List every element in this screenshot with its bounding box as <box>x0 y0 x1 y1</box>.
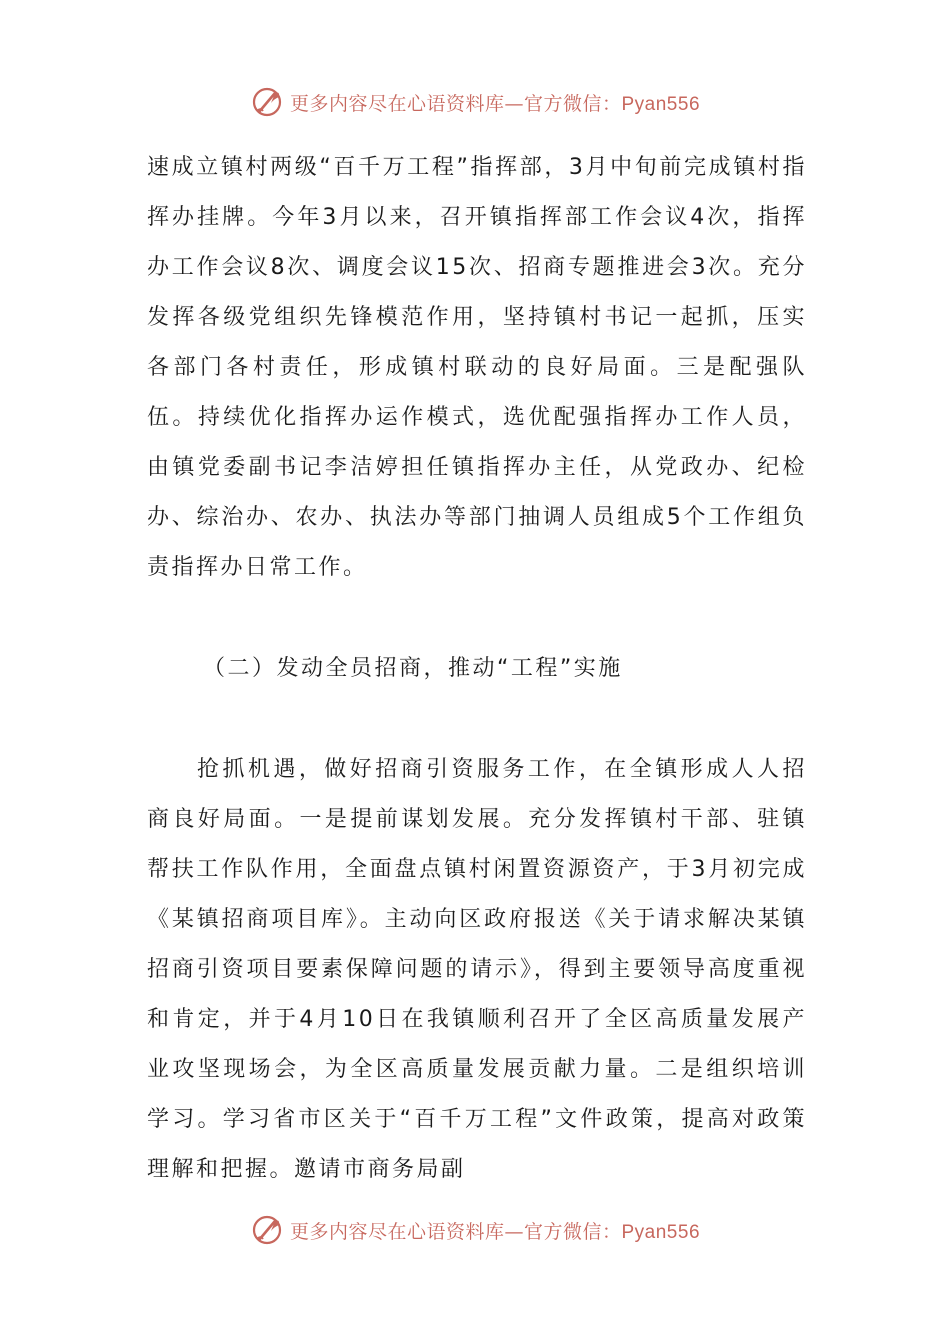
quill-pen-seal-icon <box>250 1213 284 1247</box>
watermark-text: 更多内容尽在心语资料库—官方微信：Pyan556 <box>289 92 701 115</box>
section-heading: （二）发动全员招商，推动“工程”实施 <box>203 656 623 681</box>
header-watermark <box>0 82 950 122</box>
quill-pen-seal-icon <box>250 85 284 119</box>
watermark-text: 更多内容尽在心语资料库—官方微信：Pyan556 <box>289 1220 701 1243</box>
footer-watermark <box>0 1210 950 1250</box>
body-paragraph-1: 速成立镇村两级“百千万工程”指挥部，3月中旬前完成镇村指挥办挂牌。今年3月以来，召开镇指挥部工作会议4次，指挥办工作会议8次、调度会议15次、招商专题推进会3次。充分发挥各级党组织先锋模范作用，坚持镇村书记一起抓，压实各部门各村责任，形成镇村联动的良好局面。三是配强队伍。持续优化指挥办运作模式，选优配强指挥办工作人员，由镇党委副书记李洁婷担任镇指挥办主任，从党政办、纪检办、综治办、农办、执法办等部门抽调人员组成5个工作组负责指挥办日常工作。 <box>147 155 807 580</box>
body-paragraph-2: 抢抓机遇，做好招商引资服务工作，在全镇形成人人招商良好局面。一是提前谋划发展。充分发挥镇村干部、驻镇帮扶工作队作用，全面盘点镇村闲置资源资产，于3月初完成《某镇招商项目库》。主动向区政府报送《关于请求解决某镇招商引资项目要素保障问题的请示》，得到主要领导高度重视和肯定，并于4月10日在我镇顺利召开了全区高质量发展产业攻坚现场会，为全区高质量发展贡献力量。二是组织培训学习。学习省市区关于“百千万工程”文件政策，提高对政策理解和把握。邀请市商务局副 <box>147 757 807 1182</box>
document-body <box>147 143 807 1195</box>
